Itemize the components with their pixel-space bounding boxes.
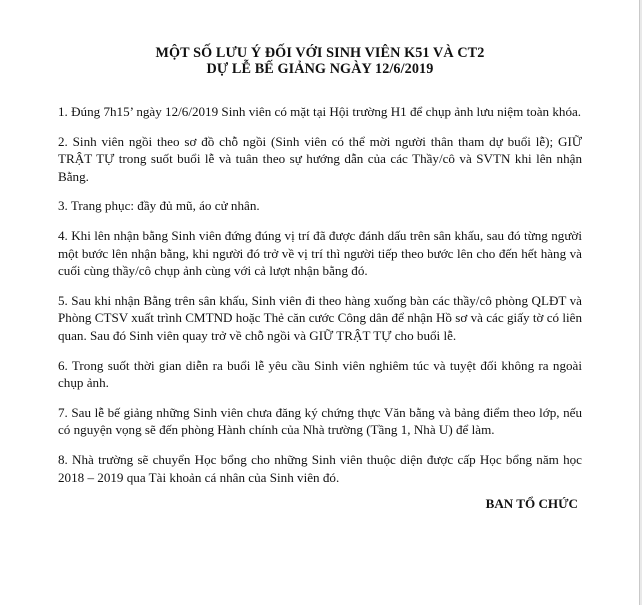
note-item-1: 1. Đúng 7h15’ ngày 12/6/2019 Sinh viên có mặt tại Hội trường H1 để chụp ảnh lưu niệm toàn khóa. [58, 104, 582, 119]
title-line-1: MỘT SỐ LƯU Ý ĐỐI VỚI SINH VIÊN K51 VÀ CT2 [155, 45, 485, 61]
title-line-2: DỰ LỄ BẾ GIẢNG NGÀY 12/6/2019 [206, 61, 434, 77]
document-content [58, 45, 582, 512]
note-item-5: 5. Sau khi nhận Bằng trên sân khấu, Sinh viên đi theo hàng xuống bàn các thầy/cô phòng QLĐT và Phòng CTSV xuất trình CMTND hoặc Thẻ căn cước Công dân để nhận Hồ sơ và các giấy tờ có liên quan. Sau đó Sinh viên quay trở về chỗ ngồi và GIỮ TRẬT TỰ cho buổi lễ. [58, 292, 582, 343]
note-item-8: 8. Nhà trường sẽ chuyển Học bổng cho những Sinh viên thuộc diện được cấp Học bổng năm học 2018 – 2019 qua Tài khoản cá nhân của Sinh viên đó. [58, 451, 582, 485]
signature-organizer: BAN TỔ CHỨC [485, 496, 578, 512]
note-item-7: 7. Sau lễ bế giảng những Sinh viên chưa đăng ký chứng thực Văn bằng và bảng điểm theo lớp, nếu có nguyện vọng sẽ đến phòng Hành chính của Nhà trường (Tầng 1, Nhà U) để làm. [58, 404, 582, 438]
note-item-4: 4. Khi lên nhận bằng Sinh viên đứng đúng vị trí đã được đánh dấu trên sân khấu, sau đó từng người một bước lên nhận bằng, khi người đó trở về vị trí thì người tiếp theo bước lên cho đến hết hàng và cuối cùng thầy/cô chụp ảnh cùng với cả lượt nhận bằng đó. [58, 227, 582, 279]
note-item-2: 2. Sinh viên ngồi theo sơ đồ chỗ ngồi (Sinh viên có thể mời người thân tham dự buổi lễ); GIỮ TRẬT TỰ trong suốt buổi lễ và tuân theo sự hướng dẫn của các Thầy/cô và SVTN khi lên nhận Bằng. [58, 133, 582, 184]
document-title [58, 45, 582, 77]
note-item-3: 3. Trang phục: đầy đủ mũ, áo cử nhân. [58, 198, 260, 214]
note-item-6: 6. Trong suốt thời gian diễn ra buổi lễ yêu cầu Sinh viên nghiêm túc và tuyệt đối không ra ngoài chụp ảnh. [58, 357, 582, 391]
